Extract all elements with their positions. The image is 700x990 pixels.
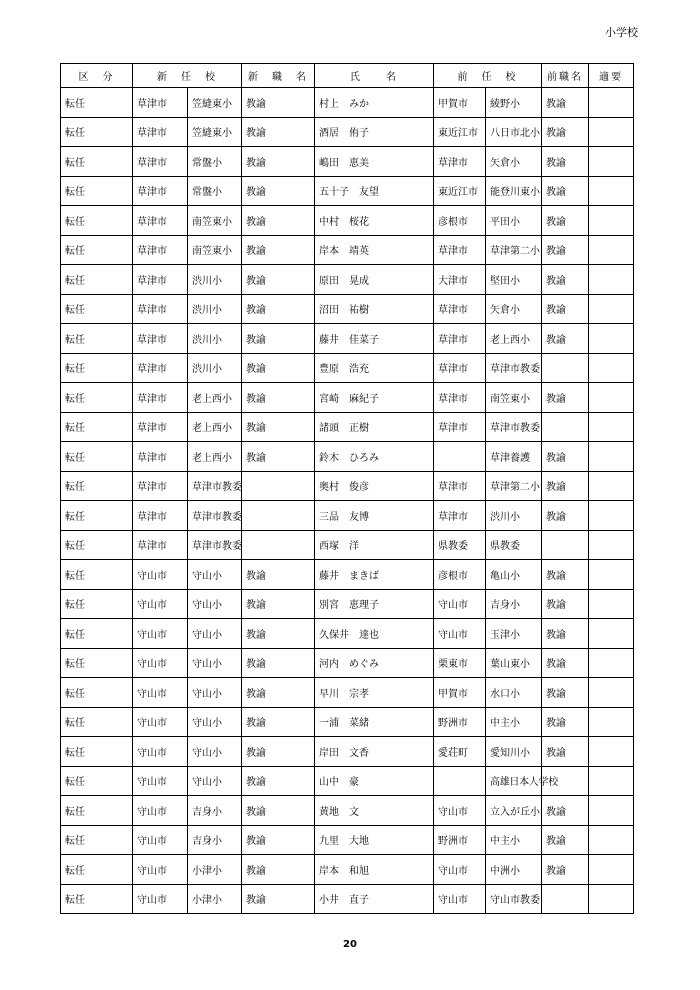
cell-prev-position: 教諭: [542, 619, 589, 649]
cell-category: 転任: [61, 737, 133, 767]
cell-new-position: 教諭: [242, 294, 315, 324]
cell-category: 転任: [61, 471, 133, 501]
cell-new-city: 守山市: [133, 648, 188, 678]
cell-prev-position: 教諭: [542, 825, 589, 855]
cell-prev-position: [542, 353, 589, 383]
cell-prev-position: 教諭: [542, 147, 589, 177]
cell-remarks: [589, 117, 634, 147]
cell-new-position: 教諭: [242, 648, 315, 678]
table-row: [61, 176, 634, 206]
cell-name: 村上 みか: [315, 88, 434, 118]
cell-category: 転任: [61, 678, 133, 708]
cell-new-position: 教諭: [242, 707, 315, 737]
cell-new-city: 草津市: [133, 383, 188, 413]
cell-new-position: 教諭: [242, 206, 315, 236]
cell-prev-school: 草津市教委: [486, 353, 542, 383]
cell-remarks: [589, 353, 634, 383]
table-row: [61, 796, 634, 826]
cell-new-position: 教諭: [242, 324, 315, 354]
cell-new-position: 教諭: [242, 383, 315, 413]
cell-prev-city: 大津市: [434, 265, 486, 295]
table-row: [61, 147, 634, 177]
cell-category: 転任: [61, 855, 133, 885]
cell-remarks: [589, 206, 634, 236]
cell-new-school: 草津市教委: [188, 530, 242, 560]
cell-prev-city: 草津市: [434, 471, 486, 501]
table-row: [61, 324, 634, 354]
table-row: [61, 235, 634, 265]
cell-new-school: 守山小: [188, 619, 242, 649]
cell-remarks: [589, 766, 634, 796]
cell-prev-city: 守山市: [434, 855, 486, 885]
cell-remarks: [589, 235, 634, 265]
cell-new-city: 草津市: [133, 176, 188, 206]
cell-new-school: 守山小: [188, 737, 242, 767]
cell-prev-city: 東近江市: [434, 117, 486, 147]
cell-category: 転任: [61, 383, 133, 413]
cell-prev-city: 栗東市: [434, 648, 486, 678]
cell-prev-school: 老上西小: [486, 324, 542, 354]
cell-prev-school: 中主小: [486, 707, 542, 737]
cell-category: 転任: [61, 353, 133, 383]
page-number: 20: [343, 939, 357, 950]
cell-prev-city: 愛荘町: [434, 737, 486, 767]
cell-name: 一浦 菜緒: [315, 707, 434, 737]
cell-new-position: [242, 471, 315, 501]
cell-prev-position: 教諭: [542, 501, 589, 531]
cell-prev-position: 教諭: [542, 324, 589, 354]
table-row: [61, 884, 634, 914]
cell-new-city: 守山市: [133, 619, 188, 649]
cell-category: 転任: [61, 324, 133, 354]
cell-remarks: [589, 530, 634, 560]
cell-prev-school: 堅田小: [486, 265, 542, 295]
cell-new-position: 教諭: [242, 619, 315, 649]
cell-prev-school: 中主小: [486, 825, 542, 855]
cell-prev-position: 教諭: [542, 707, 589, 737]
table-row: [61, 353, 634, 383]
column-header-new-position: 新 職 名: [242, 64, 315, 88]
cell-remarks: [589, 648, 634, 678]
cell-remarks: [589, 324, 634, 354]
cell-new-position: 教諭: [242, 147, 315, 177]
cell-prev-position: [542, 884, 589, 914]
table-row: [61, 707, 634, 737]
table-row: [61, 471, 634, 501]
cell-prev-school: 守山市教委: [486, 884, 542, 914]
cell-remarks: [589, 796, 634, 826]
section-category-label: 小学校: [605, 26, 638, 39]
cell-new-city: 守山市: [133, 825, 188, 855]
cell-new-city: 草津市: [133, 235, 188, 265]
cell-prev-school: 矢倉小: [486, 294, 542, 324]
cell-prev-position: 教諭: [542, 294, 589, 324]
cell-new-city: 守山市: [133, 884, 188, 914]
cell-prev-position: 教諭: [542, 737, 589, 767]
table-row: [61, 619, 634, 649]
cell-prev-position: 教諭: [542, 471, 589, 501]
cell-new-position: 教諭: [242, 766, 315, 796]
cell-remarks: [589, 707, 634, 737]
cell-prev-school: 綾野小: [486, 88, 542, 118]
cell-new-position: 教諭: [242, 678, 315, 708]
cell-prev-position: 教諭: [542, 265, 589, 295]
table-row: [61, 678, 634, 708]
cell-prev-city: 草津市: [434, 353, 486, 383]
cell-new-school: 守山小: [188, 707, 242, 737]
cell-new-school: 笠縫東小: [188, 117, 242, 147]
cell-remarks: [589, 147, 634, 177]
cell-prev-position: 教諭: [542, 117, 589, 147]
table-row: [61, 501, 634, 531]
cell-name: 九里 大地: [315, 825, 434, 855]
cell-name: 宮崎 麻紀子: [315, 383, 434, 413]
column-header-category: 区 分: [61, 64, 133, 88]
cell-prev-city: 草津市: [434, 147, 486, 177]
cell-prev-school: 草津養護: [486, 442, 542, 472]
cell-new-school: 吉身小: [188, 796, 242, 826]
cell-category: 転任: [61, 796, 133, 826]
cell-prev-position: 教諭: [542, 855, 589, 885]
cell-prev-position: 教諭: [542, 442, 589, 472]
cell-prev-school: 八日市北小: [486, 117, 542, 147]
cell-new-city: 草津市: [133, 88, 188, 118]
cell-new-school: 老上西小: [188, 442, 242, 472]
cell-remarks: [589, 589, 634, 619]
table-row: [61, 206, 634, 236]
cell-prev-city: 草津市: [434, 294, 486, 324]
table-row: [61, 265, 634, 295]
cell-new-city: 草津市: [133, 206, 188, 236]
table-row: [61, 560, 634, 590]
cell-prev-school: 能登川東小: [486, 176, 542, 206]
cell-new-school: 老上西小: [188, 383, 242, 413]
cell-prev-city: 野洲市: [434, 707, 486, 737]
table-row: [61, 442, 634, 472]
cell-prev-school: 亀山小: [486, 560, 542, 590]
cell-prev-school: 南笠東小: [486, 383, 542, 413]
cell-new-position: [242, 530, 315, 560]
cell-remarks: [589, 265, 634, 295]
cell-category: 転任: [61, 294, 133, 324]
cell-category: 転任: [61, 265, 133, 295]
cell-new-school: 草津市教委: [188, 501, 242, 531]
cell-name: 別宮 恵理子: [315, 589, 434, 619]
cell-new-city: 草津市: [133, 353, 188, 383]
cell-new-city: 守山市: [133, 707, 188, 737]
column-header-new-school: 新 任 校: [133, 64, 242, 88]
cell-new-school: 草津市教委: [188, 471, 242, 501]
cell-new-position: 教諭: [242, 235, 315, 265]
cell-prev-school: 草津第二小: [486, 235, 542, 265]
cell-prev-position: [542, 412, 589, 442]
cell-remarks: [589, 294, 634, 324]
cell-prev-city: 草津市: [434, 324, 486, 354]
cell-new-position: 教諭: [242, 589, 315, 619]
cell-name: 鈴木 ひろみ: [315, 442, 434, 472]
cell-category: 転任: [61, 648, 133, 678]
cell-prev-school: 玉津小: [486, 619, 542, 649]
cell-prev-school: 草津市教委: [486, 412, 542, 442]
cell-category: 転任: [61, 707, 133, 737]
cell-category: 転任: [61, 176, 133, 206]
cell-new-school: 渋川小: [188, 324, 242, 354]
column-header-previous-position: 前職名: [542, 64, 589, 88]
cell-new-position: 教諭: [242, 176, 315, 206]
cell-prev-school: 渋川小: [486, 501, 542, 531]
cell-prev-school: 中洲小: [486, 855, 542, 885]
cell-prev-position: [542, 530, 589, 560]
cell-prev-school: 水口小: [486, 678, 542, 708]
cell-prev-school: 高雄日本人学校: [486, 766, 542, 796]
table-row: [61, 825, 634, 855]
cell-new-school: 南笠東小: [188, 235, 242, 265]
table-row: [61, 855, 634, 885]
cell-name: 岸本 和旭: [315, 855, 434, 885]
cell-prev-city: [434, 766, 486, 796]
cell-prev-city: 県教委: [434, 530, 486, 560]
cell-prev-position: 教諭: [542, 678, 589, 708]
cell-category: 転任: [61, 235, 133, 265]
column-header-remarks: 適要: [589, 64, 634, 88]
cell-prev-school: 葉山東小: [486, 648, 542, 678]
cell-prev-position: 教諭: [542, 88, 589, 118]
cell-category: 転任: [61, 412, 133, 442]
cell-new-school: 守山小: [188, 678, 242, 708]
cell-prev-position: 教諭: [542, 176, 589, 206]
cell-prev-position: 教諭: [542, 796, 589, 826]
cell-new-school: 常盤小: [188, 176, 242, 206]
cell-category: 転任: [61, 530, 133, 560]
cell-remarks: [589, 884, 634, 914]
table-row: [61, 88, 634, 118]
cell-new-position: 教諭: [242, 412, 315, 442]
cell-prev-school: 矢倉小: [486, 147, 542, 177]
cell-category: 転任: [61, 147, 133, 177]
cell-new-city: 草津市: [133, 501, 188, 531]
cell-new-city: 草津市: [133, 324, 188, 354]
cell-remarks: [589, 442, 634, 472]
personnel-transfer-table: [60, 63, 634, 914]
cell-prev-city: 守山市: [434, 796, 486, 826]
cell-new-city: 草津市: [133, 442, 188, 472]
cell-new-school: 渋川小: [188, 265, 242, 295]
table-body: [61, 88, 634, 914]
cell-category: 転任: [61, 825, 133, 855]
cell-new-city: 草津市: [133, 530, 188, 560]
table-row: [61, 412, 634, 442]
cell-new-city: 守山市: [133, 737, 188, 767]
cell-prev-school: 県教委: [486, 530, 542, 560]
cell-new-school: 小津小: [188, 855, 242, 885]
cell-remarks: [589, 383, 634, 413]
cell-prev-city: 草津市: [434, 235, 486, 265]
cell-new-school: 守山小: [188, 560, 242, 590]
table-row: [61, 383, 634, 413]
cell-name: 黄地 文: [315, 796, 434, 826]
cell-category: 転任: [61, 619, 133, 649]
cell-prev-position: 教諭: [542, 383, 589, 413]
cell-new-position: 教諭: [242, 884, 315, 914]
cell-new-city: 守山市: [133, 560, 188, 590]
cell-prev-city: 東近江市: [434, 176, 486, 206]
cell-new-school: 守山小: [188, 648, 242, 678]
cell-new-position: 教諭: [242, 353, 315, 383]
cell-new-position: 教諭: [242, 737, 315, 767]
cell-prev-city: 甲賀市: [434, 678, 486, 708]
cell-prev-school: 立入が丘小: [486, 796, 542, 826]
cell-name: 山中 豪: [315, 766, 434, 796]
cell-category: 転任: [61, 88, 133, 118]
cell-category: 転任: [61, 117, 133, 147]
cell-prev-city: 守山市: [434, 884, 486, 914]
cell-name: 早川 宗孝: [315, 678, 434, 708]
cell-name: 五十子 友望: [315, 176, 434, 206]
cell-prev-city: 守山市: [434, 589, 486, 619]
cell-new-city: 守山市: [133, 766, 188, 796]
cell-prev-city: 野洲市: [434, 825, 486, 855]
cell-new-position: 教諭: [242, 825, 315, 855]
cell-new-school: 吉身小: [188, 825, 242, 855]
cell-new-city: 守山市: [133, 855, 188, 885]
cell-name: 藤井 佳菜子: [315, 324, 434, 354]
cell-name: 岸本 靖英: [315, 235, 434, 265]
cell-new-city: 草津市: [133, 294, 188, 324]
cell-name: 豊原 浩充: [315, 353, 434, 383]
cell-name: 岸田 文香: [315, 737, 434, 767]
cell-new-position: 教諭: [242, 796, 315, 826]
cell-new-position: 教諭: [242, 560, 315, 590]
cell-prev-position: 教諭: [542, 560, 589, 590]
cell-remarks: [589, 88, 634, 118]
cell-new-school: 守山小: [188, 766, 242, 796]
cell-new-city: 守山市: [133, 678, 188, 708]
table-row: [61, 589, 634, 619]
cell-new-city: 守山市: [133, 589, 188, 619]
cell-name: 三品 友博: [315, 501, 434, 531]
cell-new-school: 常盤小: [188, 147, 242, 177]
cell-prev-city: [434, 442, 486, 472]
cell-category: 転任: [61, 206, 133, 236]
cell-name: 久保井 達也: [315, 619, 434, 649]
cell-category: 転任: [61, 589, 133, 619]
cell-new-position: 教諭: [242, 442, 315, 472]
cell-prev-city: 草津市: [434, 412, 486, 442]
cell-new-school: 守山小: [188, 589, 242, 619]
cell-remarks: [589, 678, 634, 708]
cell-new-school: 南笠東小: [188, 206, 242, 236]
cell-name: 中村 桜花: [315, 206, 434, 236]
cell-new-city: 草津市: [133, 265, 188, 295]
column-header-previous-school: 前 任 校: [434, 64, 542, 88]
cell-remarks: [589, 737, 634, 767]
cell-prev-position: 教諭: [542, 589, 589, 619]
cell-name: 西塚 洋: [315, 530, 434, 560]
cell-new-school: 笠縫東小: [188, 88, 242, 118]
cell-name: 諸頭 正樹: [315, 412, 434, 442]
cell-prev-school: 草津第二小: [486, 471, 542, 501]
table-row: [61, 766, 634, 796]
cell-name: 沼田 祐樹: [315, 294, 434, 324]
table-row: [61, 530, 634, 560]
cell-remarks: [589, 825, 634, 855]
cell-new-position: 教諭: [242, 88, 315, 118]
cell-prev-school: 平田小: [486, 206, 542, 236]
cell-name: 河内 めぐみ: [315, 648, 434, 678]
cell-new-city: 守山市: [133, 796, 188, 826]
table-row: [61, 294, 634, 324]
cell-prev-position: 教諭: [542, 648, 589, 678]
table-header-row: [61, 64, 634, 88]
cell-category: 転任: [61, 501, 133, 531]
cell-new-school: 老上西小: [188, 412, 242, 442]
cell-new-city: 草津市: [133, 471, 188, 501]
cell-remarks: [589, 560, 634, 590]
cell-name: 嶋田 恵美: [315, 147, 434, 177]
cell-prev-city: 彦根市: [434, 206, 486, 236]
cell-category: 転任: [61, 442, 133, 472]
cell-prev-city: 草津市: [434, 383, 486, 413]
cell-name: 酒居 侑子: [315, 117, 434, 147]
cell-remarks: [589, 176, 634, 206]
cell-new-city: 草津市: [133, 147, 188, 177]
cell-new-city: 草津市: [133, 412, 188, 442]
cell-category: 転任: [61, 884, 133, 914]
column-header-name: 氏 名: [315, 64, 434, 88]
cell-name: 小井 直子: [315, 884, 434, 914]
table-row: [61, 648, 634, 678]
cell-new-position: 教諭: [242, 855, 315, 885]
cell-new-city: 草津市: [133, 117, 188, 147]
cell-name: 藤井 まきば: [315, 560, 434, 590]
cell-prev-city: 彦根市: [434, 560, 486, 590]
cell-prev-school: 吉身小: [486, 589, 542, 619]
cell-remarks: [589, 501, 634, 531]
cell-new-position: 教諭: [242, 265, 315, 295]
cell-category: 転任: [61, 766, 133, 796]
cell-new-school: 渋川小: [188, 353, 242, 383]
cell-prev-position: 教諭: [542, 206, 589, 236]
cell-prev-city: 草津市: [434, 501, 486, 531]
cell-remarks: [589, 855, 634, 885]
table-row: [61, 737, 634, 767]
cell-prev-position: 教諭: [542, 235, 589, 265]
cell-new-school: 渋川小: [188, 294, 242, 324]
table-row: [61, 117, 634, 147]
cell-name: 奥村 俊彦: [315, 471, 434, 501]
cell-prev-city: 守山市: [434, 619, 486, 649]
cell-prev-school: 愛知川小: [486, 737, 542, 767]
cell-prev-city: 甲賀市: [434, 88, 486, 118]
cell-category: 転任: [61, 560, 133, 590]
cell-new-position: 教諭: [242, 117, 315, 147]
cell-new-school: 小津小: [188, 884, 242, 914]
cell-remarks: [589, 619, 634, 649]
cell-new-position: [242, 501, 315, 531]
cell-name: 原田 晃成: [315, 265, 434, 295]
cell-remarks: [589, 412, 634, 442]
cell-remarks: [589, 471, 634, 501]
